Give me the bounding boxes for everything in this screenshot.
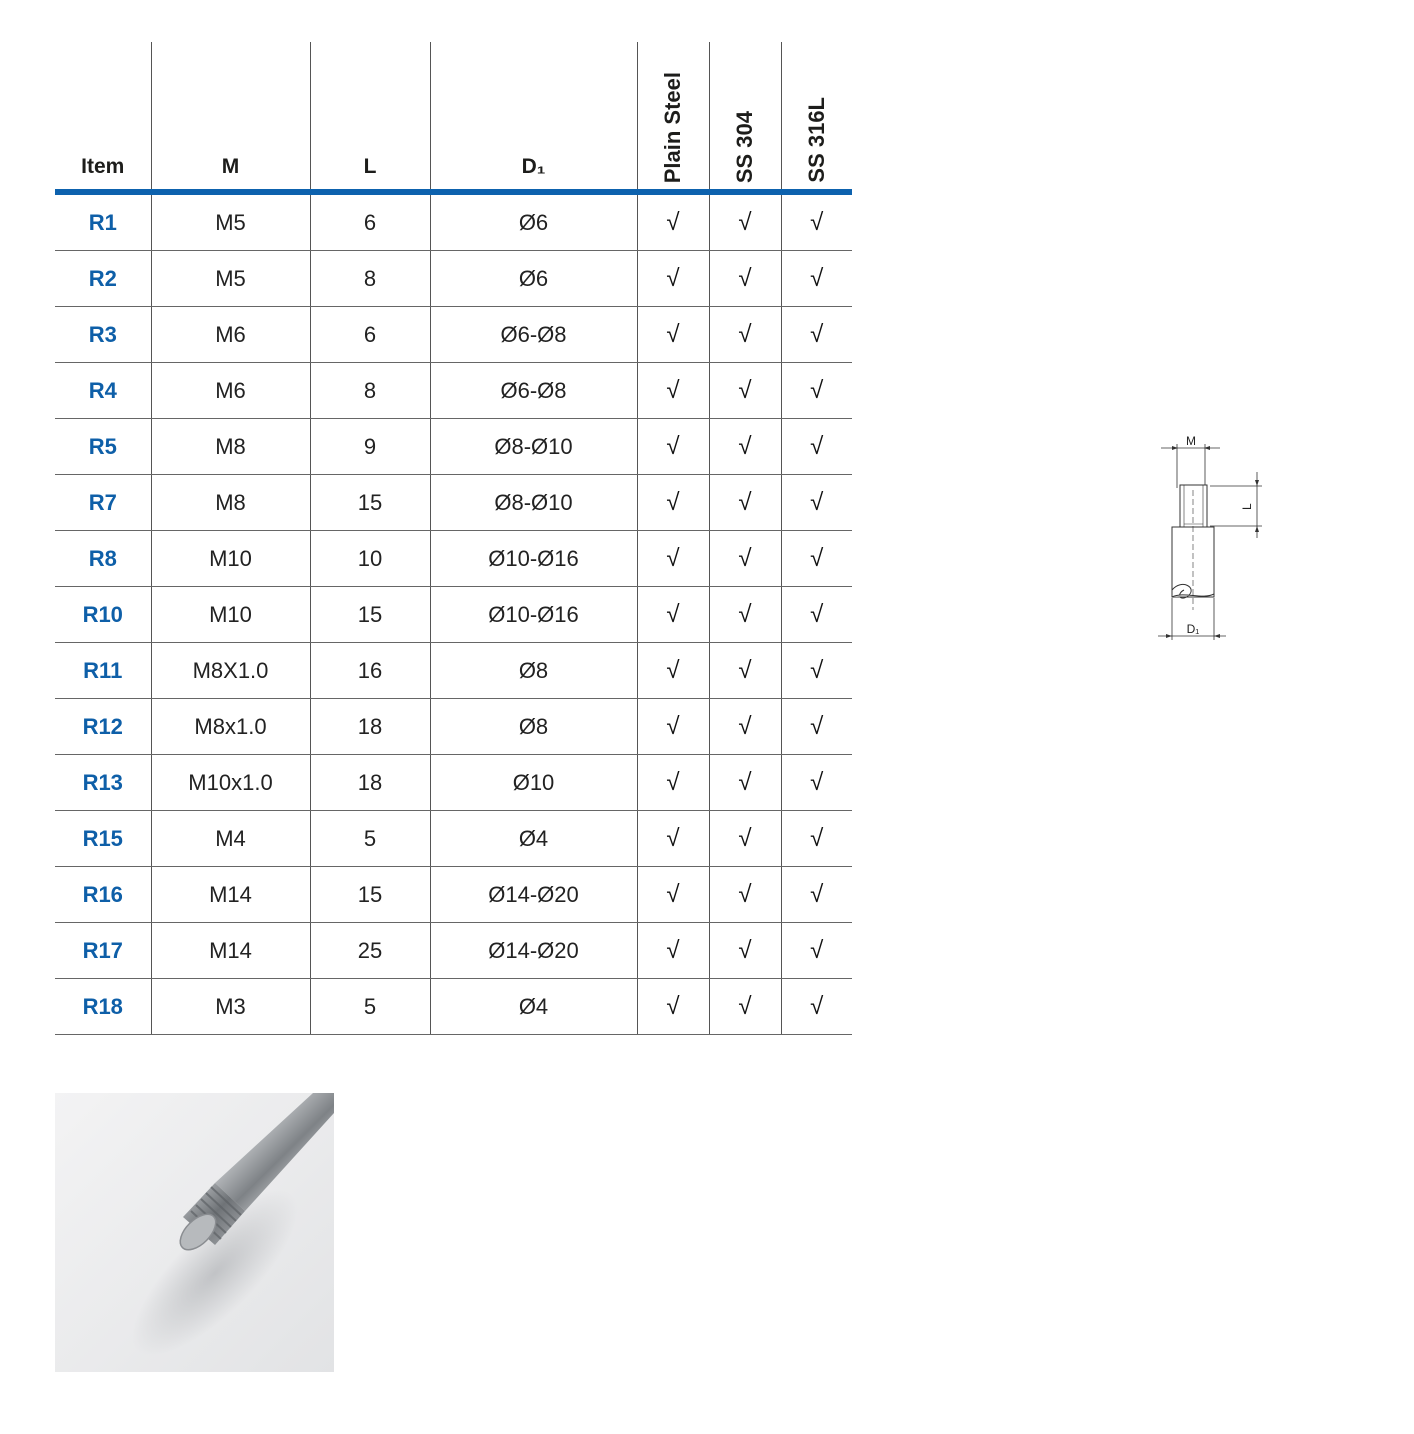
cell-plain-steel: √ (637, 307, 709, 363)
table-row (55, 643, 852, 699)
table-row (55, 307, 852, 363)
cell-d1: Ø6 (430, 195, 637, 251)
cell-m: M10x1.0 (151, 755, 310, 811)
cell-plain-steel: √ (637, 643, 709, 699)
cell-m: M4 (151, 811, 310, 867)
label-d1: D₁ (1186, 622, 1200, 636)
table-row (55, 867, 852, 923)
cell-d1: Ø8-Ø10 (430, 419, 637, 475)
cell-ss316l: √ (781, 195, 852, 251)
cell-ss316l: √ (781, 699, 852, 755)
cell-ss304: √ (709, 419, 781, 475)
header-plain-steel: Plain Steel (637, 42, 709, 189)
cell-ss304: √ (709, 811, 781, 867)
cell-l: 6 (310, 195, 430, 251)
cell-item: R11 (55, 643, 151, 699)
cell-plain-steel: √ (637, 363, 709, 419)
cell-ss304: √ (709, 643, 781, 699)
cell-plain-steel: √ (637, 251, 709, 307)
cell-m: M6 (151, 363, 310, 419)
cell-m: M8x1.0 (151, 699, 310, 755)
cell-plain-steel: √ (637, 531, 709, 587)
cell-l: 15 (310, 587, 430, 643)
cell-l: 10 (310, 531, 430, 587)
cell-l: 18 (310, 755, 430, 811)
cell-l: 25 (310, 923, 430, 979)
cell-item: R18 (55, 979, 151, 1035)
label-l: L (1240, 503, 1254, 510)
cell-ss304: √ (709, 979, 781, 1035)
cell-l: 8 (310, 363, 430, 419)
cell-ss316l: √ (781, 419, 852, 475)
cell-plain-steel: √ (637, 699, 709, 755)
cell-ss316l: √ (781, 251, 852, 307)
cell-l: 15 (310, 867, 430, 923)
cell-l: 5 (310, 811, 430, 867)
table-row (55, 923, 852, 979)
table-row (55, 419, 852, 475)
cell-m: M6 (151, 307, 310, 363)
header-item: Item (81, 155, 125, 178)
cell-ss304: √ (709, 251, 781, 307)
cell-l: 9 (310, 419, 430, 475)
cell-ss316l: √ (781, 643, 852, 699)
cell-item: R3 (55, 307, 151, 363)
cell-d1: Ø6-Ø8 (430, 363, 637, 419)
label-m: M (1186, 434, 1196, 448)
table-row (55, 531, 852, 587)
cell-plain-steel: √ (637, 811, 709, 867)
cell-l: 6 (310, 307, 430, 363)
cell-m: M14 (151, 923, 310, 979)
cell-ss316l: √ (781, 363, 852, 419)
header-ss304: SS 304 (709, 42, 781, 189)
cell-plain-steel: √ (637, 475, 709, 531)
cell-m: M3 (151, 979, 310, 1035)
cell-item: R2 (55, 251, 151, 307)
cell-item: R12 (55, 699, 151, 755)
cell-plain-steel: √ (637, 979, 709, 1035)
cell-item: R8 (55, 531, 151, 587)
cell-d1: Ø10-Ø16 (430, 587, 637, 643)
cell-m: M5 (151, 195, 310, 251)
cell-ss304: √ (709, 307, 781, 363)
cell-ss304: √ (709, 531, 781, 587)
cell-m: M8 (151, 475, 310, 531)
cell-l: 15 (310, 475, 430, 531)
table-row (55, 195, 852, 251)
cell-l: 16 (310, 643, 430, 699)
table-row (55, 979, 852, 1035)
cell-d1: Ø6 (430, 251, 637, 307)
cell-plain-steel: √ (637, 419, 709, 475)
cell-d1: Ø6-Ø8 (430, 307, 637, 363)
table-row (55, 251, 852, 307)
cell-l: 8 (310, 251, 430, 307)
cell-plain-steel: √ (637, 923, 709, 979)
dimension-drawing (1150, 430, 1270, 645)
cell-d1: Ø4 (430, 811, 637, 867)
cell-l: 18 (310, 699, 430, 755)
cell-ss316l: √ (781, 979, 852, 1035)
header-l: L (310, 42, 430, 189)
cell-d1: Ø14-Ø20 (430, 923, 637, 979)
header-row (55, 42, 852, 189)
cell-d1: Ø14-Ø20 (430, 867, 637, 923)
cell-plain-steel: √ (637, 195, 709, 251)
cell-ss316l: √ (781, 811, 852, 867)
table-row (55, 811, 852, 867)
cell-d1: Ø10-Ø16 (430, 531, 637, 587)
header-m: M (151, 42, 310, 189)
cell-item: R13 (55, 755, 151, 811)
cell-ss304: √ (709, 363, 781, 419)
cell-ss316l: √ (781, 531, 852, 587)
cell-ss316l: √ (781, 307, 852, 363)
cell-item: R5 (55, 419, 151, 475)
cell-m: M14 (151, 867, 310, 923)
cell-item: R16 (55, 867, 151, 923)
cell-plain-steel: √ (637, 867, 709, 923)
cell-item: R1 (55, 195, 151, 251)
table-row (55, 755, 852, 811)
cell-ss304: √ (709, 587, 781, 643)
spec-table (55, 42, 852, 1035)
cell-item: R15 (55, 811, 151, 867)
cell-ss316l: √ (781, 867, 852, 923)
cell-l: 5 (310, 979, 430, 1035)
table-row (55, 475, 852, 531)
table-row (55, 699, 852, 755)
cell-ss304: √ (709, 699, 781, 755)
cell-d1: Ø8-Ø10 (430, 475, 637, 531)
cell-d1: Ø10 (430, 755, 637, 811)
cell-ss316l: √ (781, 923, 852, 979)
header-d1: D₁ (430, 42, 637, 189)
cell-ss304: √ (709, 755, 781, 811)
cell-ss316l: √ (781, 587, 852, 643)
cell-m: M10 (151, 531, 310, 587)
cell-d1: Ø4 (430, 979, 637, 1035)
table-row (55, 587, 852, 643)
cell-plain-steel: √ (637, 587, 709, 643)
cell-item: R4 (55, 363, 151, 419)
cell-m: M8X1.0 (151, 643, 310, 699)
cell-d1: Ø8 (430, 643, 637, 699)
cell-ss304: √ (709, 867, 781, 923)
cell-ss304: √ (709, 923, 781, 979)
cell-m: M10 (151, 587, 310, 643)
cell-ss316l: √ (781, 755, 852, 811)
cell-m: M5 (151, 251, 310, 307)
header-ss316l: SS 316L (781, 42, 852, 189)
cell-d1: Ø8 (430, 699, 637, 755)
cell-plain-steel: √ (637, 755, 709, 811)
cell-item: R10 (55, 587, 151, 643)
cell-m: M8 (151, 419, 310, 475)
cell-ss316l: √ (781, 475, 852, 531)
cell-ss304: √ (709, 475, 781, 531)
cell-item: R7 (55, 475, 151, 531)
cell-ss304: √ (709, 195, 781, 251)
product-photo (55, 1093, 334, 1372)
table-row (55, 363, 852, 419)
cell-item: R17 (55, 923, 151, 979)
